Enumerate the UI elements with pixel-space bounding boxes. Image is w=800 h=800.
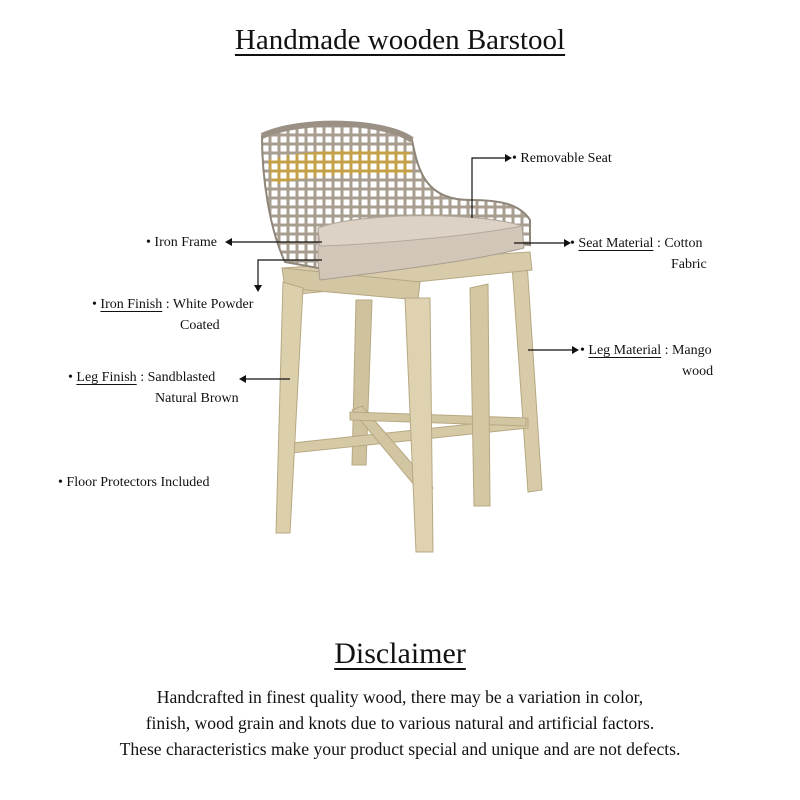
iron-finish-value-line2: Coated	[180, 318, 220, 333]
separator: :	[165, 297, 170, 312]
seat-material-value-line1: Cotton	[664, 236, 703, 251]
bullet: •	[570, 236, 575, 251]
label-removable-seat	[512, 148, 612, 169]
iron-finish-arrowhead	[254, 285, 262, 292]
iron-frame-arrowhead	[225, 238, 232, 246]
iron-frame-text: Iron Frame	[154, 235, 217, 250]
disclaimer-heading	[0, 636, 800, 672]
separator: :	[140, 370, 145, 385]
disclaimer-line: finish, wood grain and knots due to various natural and artificial factors.	[145, 713, 655, 733]
label-iron-finish	[92, 294, 253, 336]
bullet: •	[512, 151, 517, 166]
leg-material-value-line2: wood	[682, 364, 714, 379]
seat-material-value-line2: Fabric	[671, 257, 707, 272]
separator: :	[656, 236, 661, 251]
label-iron-frame	[146, 232, 217, 253]
iron-finish-value-line1: White Powder	[172, 297, 254, 312]
disclaimer-body	[0, 684, 800, 762]
seat-material-key: Seat Material	[578, 236, 654, 251]
iron-finish-key: Iron Finish	[100, 297, 163, 312]
label-floor-protectors	[58, 472, 210, 493]
disclaimer-heading-text: Disclaimer	[334, 637, 466, 670]
removable-seat-text: Removable Seat	[520, 151, 612, 166]
label-leg-material	[580, 340, 713, 382]
disclaimer-line: These characteristics make your product special and unique and are not defects.	[119, 739, 681, 759]
title-text: Handmade wooden Barstool	[234, 24, 566, 56]
floor-protectors-text: Floor Protectors Included	[66, 475, 210, 490]
label-leg-finish	[68, 367, 239, 409]
bullet: •	[92, 297, 97, 312]
leg-finish-value-line1: Sandblasted	[147, 370, 216, 385]
bullet: •	[68, 370, 73, 385]
leg-finish-key: Leg Finish	[76, 370, 137, 385]
bullet: •	[146, 235, 151, 250]
bullet: •	[580, 343, 585, 358]
leg-finish-arrowhead	[239, 375, 246, 383]
leg-material-value-line1: Mango	[671, 343, 712, 358]
separator: :	[664, 343, 669, 358]
label-seat-material	[570, 233, 707, 275]
bullet: •	[58, 475, 63, 490]
disclaimer-line: Handcrafted in finest quality wood, there may be a variation in color,	[156, 687, 644, 707]
leg-material-key: Leg Material	[588, 343, 662, 358]
removable-seat-arrowhead	[505, 154, 512, 162]
leg-material-arrowhead	[572, 346, 579, 354]
leg-finish-value-line2: Natural Brown	[155, 391, 239, 406]
